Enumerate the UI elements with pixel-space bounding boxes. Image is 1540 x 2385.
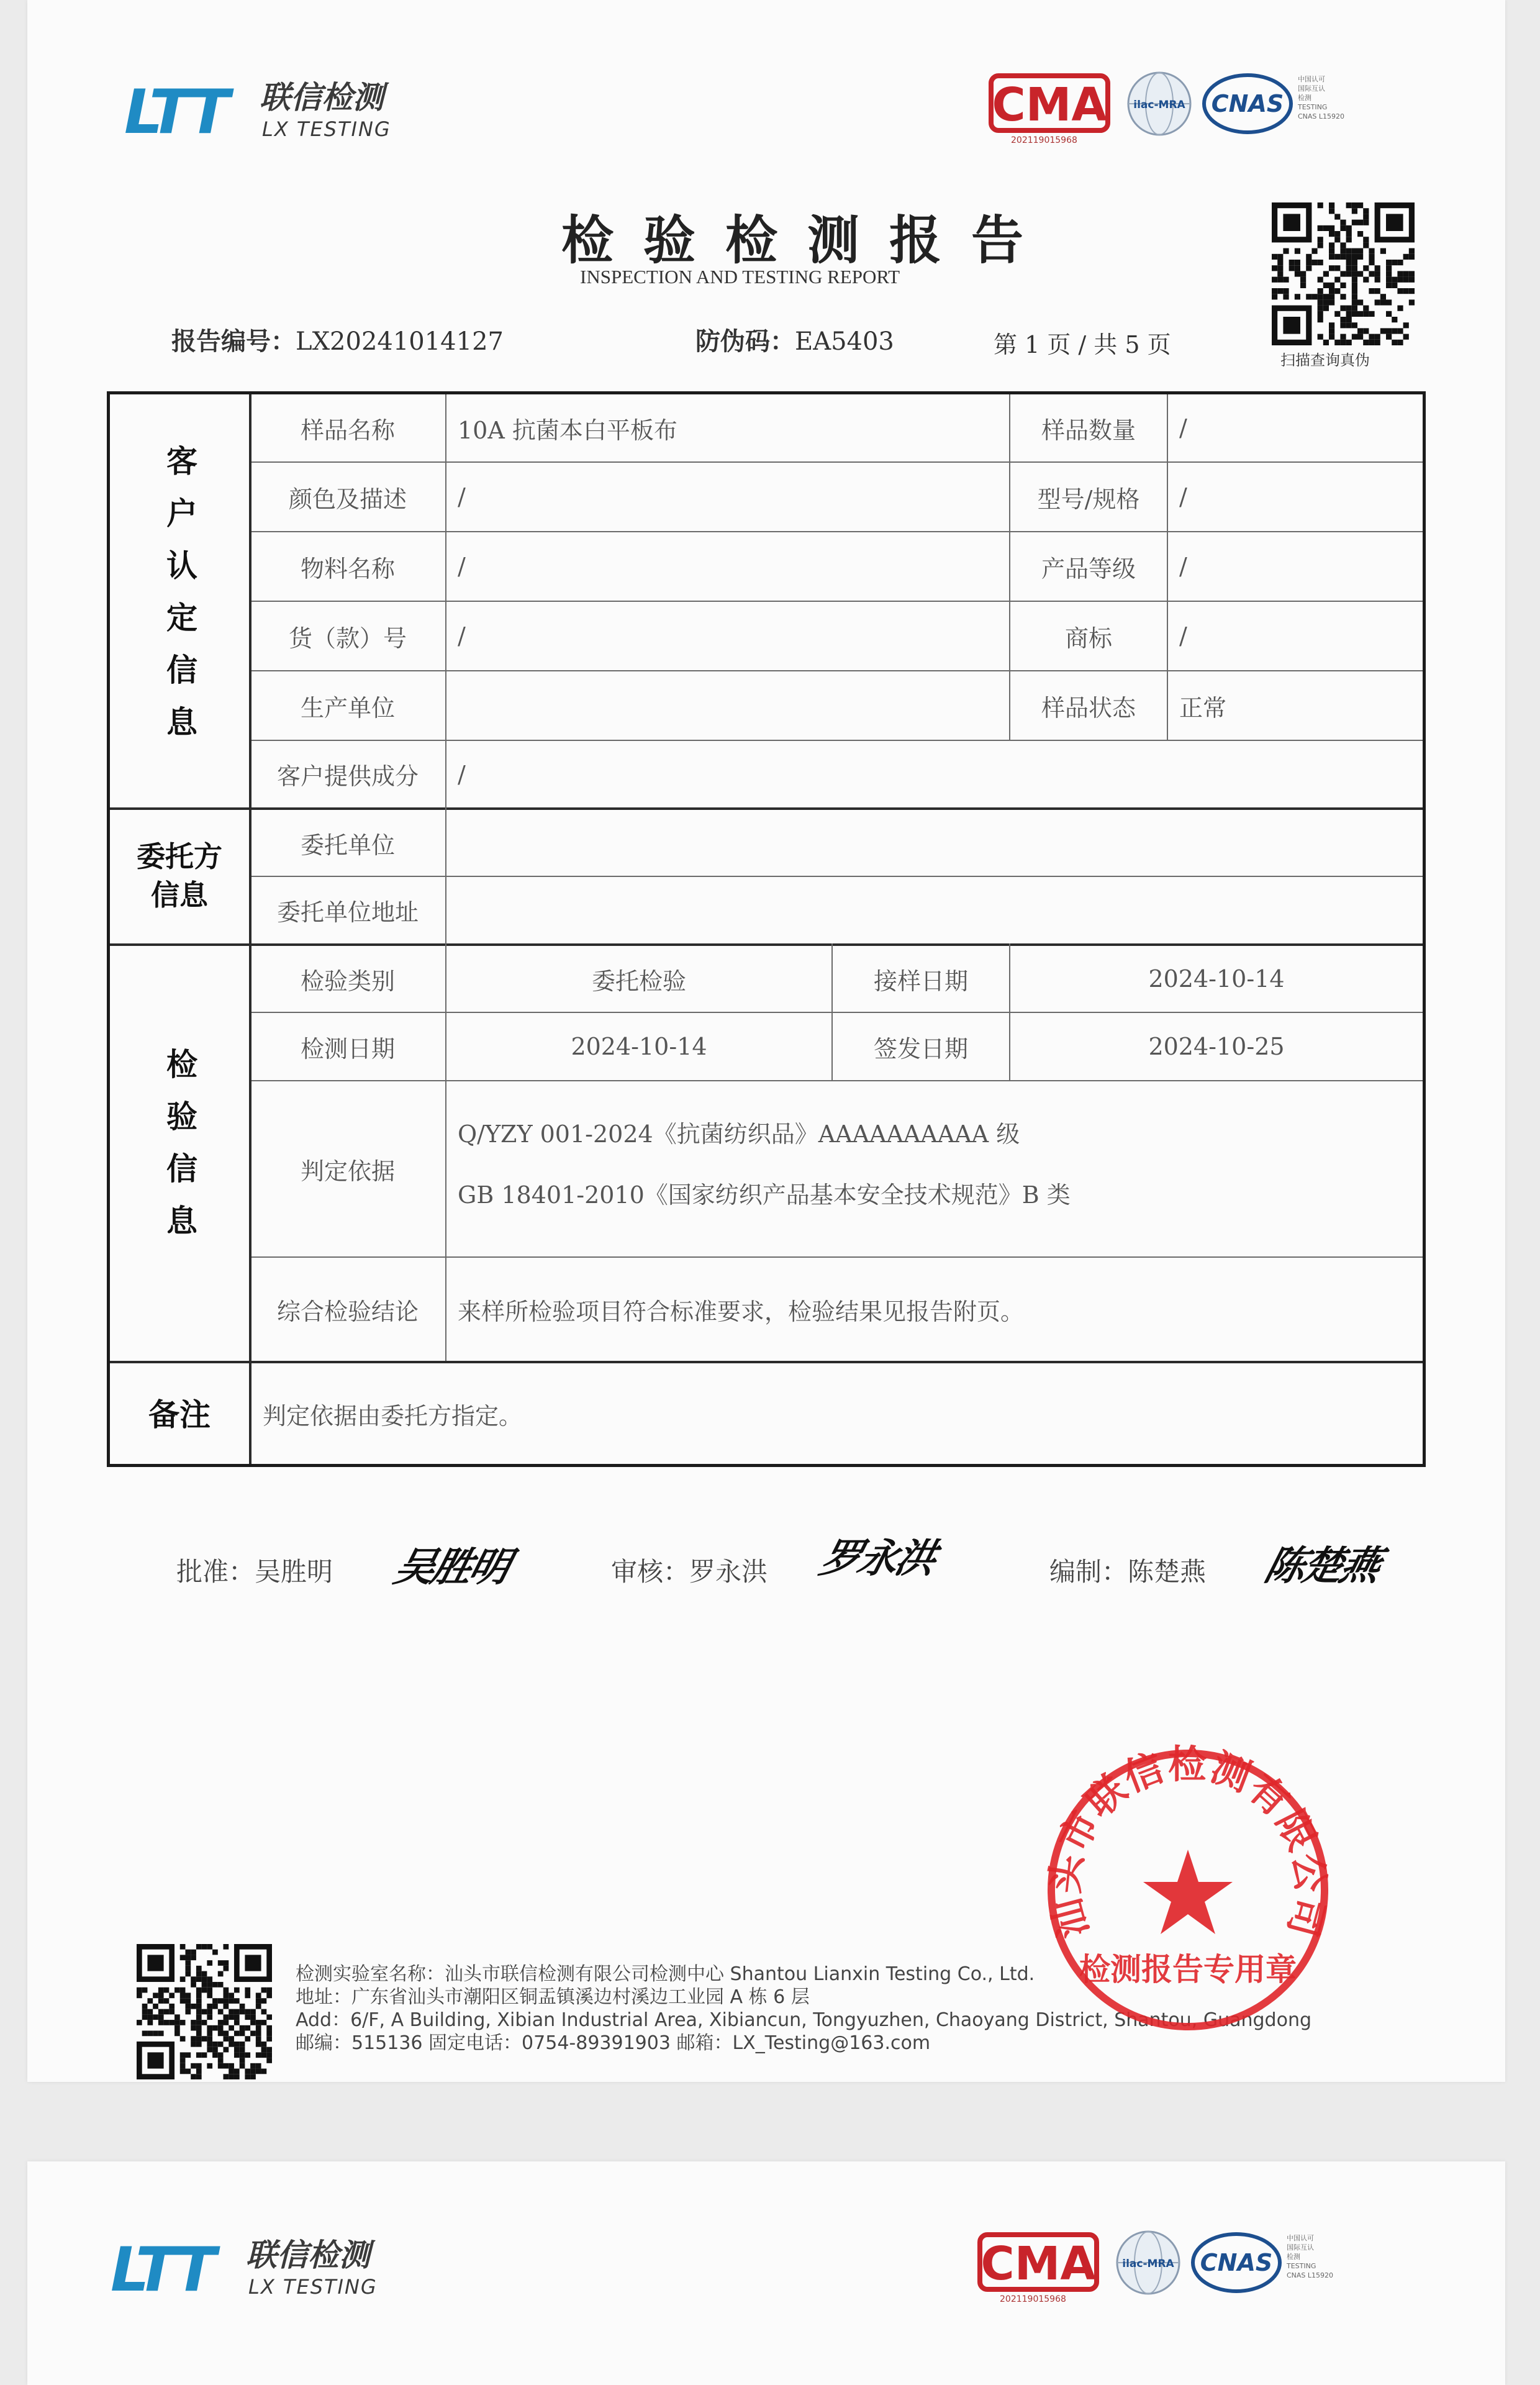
sample-status-value: 正常: [1179, 694, 1227, 722]
cma-mark: [987, 70, 1112, 150]
report-number: 报告编号：LX20241014127: [171, 327, 504, 356]
sample-name-label: 样品名称: [300, 416, 395, 444]
client-unit-value: [446, 810, 1423, 876]
manufacturer-label: 生产单位: [300, 694, 395, 722]
svg-text:ilac-MRA: ilac-MRA: [1122, 2258, 1174, 2270]
approver-signature: 吴胜明: [389, 1544, 513, 1591]
issue-date-label: 签发日期: [873, 1035, 968, 1063]
lab-contact: 邮编：515136 固定电话：0754-89391903 邮箱：LX_Testing@163.com: [296, 2032, 931, 2054]
logo-chinese-name: 联信检测: [260, 80, 384, 116]
inspection-type-label: 检验类别: [300, 967, 395, 995]
svg-text:检测报告专用章: 检测报告专用章: [1079, 1951, 1297, 1988]
svg-text:CMA: CMA: [981, 2237, 1096, 2291]
seal-stamp-icon: [1042, 1744, 1334, 2036]
ilac-globe-icon: [1114, 2228, 1182, 2297]
official-seal: [1042, 1744, 1334, 2036]
section-client-info: 委托方 信息: [137, 839, 222, 912]
sample-quantity-label: 样品数量: [1041, 416, 1136, 444]
cnas-logo-icon: [1201, 70, 1294, 138]
qr-code-icon: [137, 1944, 272, 2079]
client-address-value: [446, 877, 1423, 943]
svg-text:ilac-MRA: ilac-MRA: [1133, 99, 1185, 111]
cnas-details: 中国认可 国际互认 检测 TESTING CNAS L15920: [1287, 2234, 1334, 2279]
judgment-basis-label: 判定依据: [300, 1157, 395, 1185]
item-number-value: /: [458, 622, 466, 650]
page-number: 第 1 页 / 共 5 页: [994, 331, 1171, 358]
conclusion-value: 来样所检验项目符合标准要求，检验结果见报告附页。: [458, 1297, 1025, 1325]
model-spec-label: 型号/规格: [1037, 485, 1140, 513]
trademark-label: 商标: [1064, 624, 1112, 652]
reviewer-signature: 罗永洪: [815, 1535, 939, 1582]
sample-quantity-value: /: [1179, 414, 1187, 442]
ilac-mark: [1125, 70, 1194, 138]
logo-mark: LTT: [124, 77, 227, 148]
logo-chinese-name: 联信检测: [246, 2237, 370, 2273]
cma-mark-p2: [976, 2228, 1100, 2309]
cnas-mark: [1201, 70, 1345, 138]
client-unit-label: 委托单位: [300, 831, 395, 859]
report-page-1: [27, 0, 1505, 2082]
conclusion-label: 综合检验结论: [276, 1297, 419, 1325]
svg-text:CMA: CMA: [992, 78, 1107, 132]
issue-date-value: 2024-10-25: [1148, 1033, 1285, 1060]
section-customer-info: 客户认定信息: [161, 444, 198, 758]
product-grade-label: 产品等级: [1041, 555, 1136, 583]
lab-address-cn: 地址：广东省汕头市潮阳区铜盂镇溪边村溪边工业园 A 栋 6 层: [296, 1986, 810, 2008]
cma-logo-icon: [987, 70, 1112, 138]
color-description-value: /: [458, 483, 466, 511]
cma-number: 202119015968: [1011, 135, 1077, 145]
section-inspection-info: 检验信息: [161, 1048, 198, 1256]
client-address-label: 委托单位地址: [276, 899, 419, 926]
receive-date-value: 2024-10-14: [1148, 965, 1285, 993]
cma-logo-icon: [976, 2228, 1100, 2297]
judgment-basis-value: [458, 1104, 1414, 1240]
cnas-logo-icon: [1190, 2228, 1283, 2297]
report-title: 检验检测报告: [561, 209, 1054, 271]
basis-standard-1: Q/YZY 001-2024《抗菌纺织品》AAAAAAAAAA 级: [458, 1120, 1020, 1148]
cma-number: 202119015968: [1000, 2294, 1066, 2304]
verification-qr-code[interactable]: [1272, 202, 1415, 345]
receive-date-label: 接样日期: [873, 967, 968, 995]
ilac-mark-p2: [1114, 2228, 1182, 2297]
inspection-type-value: 委托检验: [591, 967, 686, 995]
sample-name-value: 10A 抗菌本白平板布: [458, 416, 677, 444]
report-table: [107, 391, 1426, 1467]
reviewer: 审核：罗永洪: [611, 1556, 768, 1587]
lab-name: 检测实验室名称：汕头市联信检测有限公司检测中心 Shantou Lianxin Testing Co., Ltd.: [296, 1963, 1035, 1985]
color-description-label: 颜色及描述: [288, 485, 407, 513]
basis-standard-2: GB 18401-2010《国家纺织产品基本安全技术规范》B 类: [458, 1181, 1071, 1209]
company-logo-p2: [111, 2236, 433, 2304]
product-grade-value: /: [1179, 553, 1187, 580]
customer-components-value: /: [458, 760, 466, 788]
anti-counterfeit-code: 防伪码：EA5403: [695, 327, 894, 356]
item-number-label: 货（款）号: [288, 624, 407, 652]
qr-caption: 扫描查询真伪: [1280, 352, 1370, 369]
svg-text:CNAS: CNAS: [1200, 2249, 1273, 2276]
material-name-value: /: [458, 553, 466, 580]
logo-english-name: LX TESTING: [248, 2275, 378, 2299]
logo-english-name: LX TESTING: [262, 117, 391, 141]
logo-mark: LTT: [111, 2235, 213, 2306]
trademark-value: /: [1179, 622, 1187, 650]
svg-text:CNAS: CNAS: [1211, 90, 1284, 117]
cnas-details: 中国认可 国际互认 检测 TESTING CNAS L15920: [1298, 75, 1345, 120]
model-spec-value: /: [1179, 483, 1187, 511]
svg-text:汕头市联信检测有限公司: 汕头市联信检测有限公司: [1042, 1744, 1334, 1943]
report-page-2: [27, 2161, 1505, 2385]
qr-code-icon: [1272, 202, 1415, 345]
sample-status-label: 样品状态: [1041, 694, 1136, 722]
manufacturer-value: [446, 671, 1009, 740]
footer-qr-code[interactable]: [137, 1944, 272, 2079]
report-title-english: INSPECTION AND TESTING REPORT: [580, 266, 900, 288]
remarks-value: 判定依据由委托方指定。: [263, 1402, 523, 1430]
company-logo: [124, 78, 447, 147]
customer-components-label: 客户提供成分: [276, 763, 419, 790]
test-date-label: 检测日期: [300, 1035, 395, 1063]
approver: 批准：吴胜明: [176, 1556, 333, 1587]
material-name-label: 物料名称: [300, 555, 395, 583]
section-remarks: 备注: [148, 1396, 211, 1433]
compiler-signature: 陈楚燕: [1260, 1543, 1384, 1589]
test-date-value: 2024-10-14: [571, 1033, 707, 1060]
lab-address-en: Add：6/F, A Building, Xibian Industrial Area, Xibiancun, Tongyuzhen, Chaoyang District, Shantou, Guangdong: [296, 2009, 1312, 2031]
ilac-globe-icon: [1125, 70, 1194, 138]
compiler: 编制：陈楚燕: [1049, 1556, 1207, 1587]
cnas-mark-p2: [1190, 2228, 1334, 2297]
